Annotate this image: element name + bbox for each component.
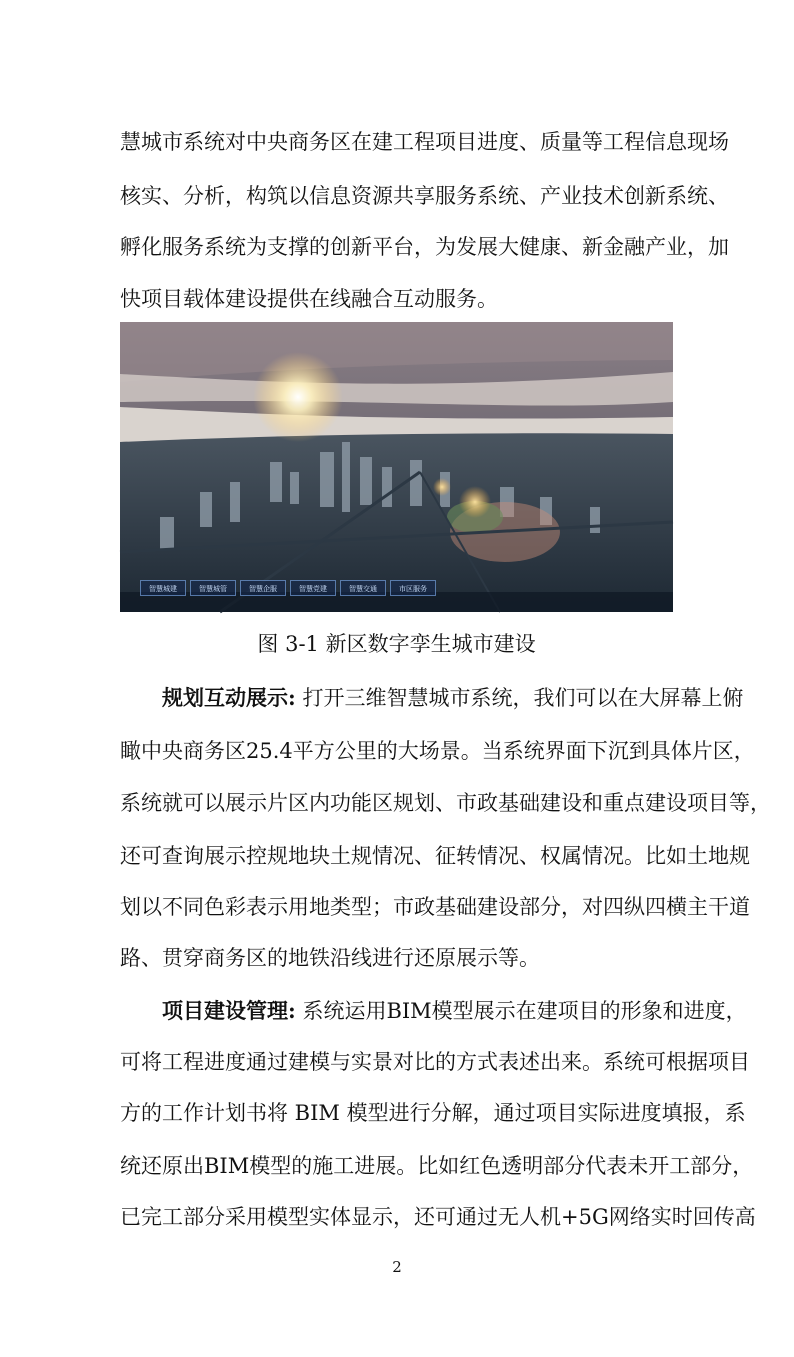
body-text-line: 方的工作计划书将 BIM 模型进行分解，通过项目实际进度填报，系: [120, 1101, 746, 1125]
figure-ui-tab: 智慧城管: [190, 580, 236, 596]
body-text-line: 孵化服务系统为支撑的创新平台，为发展大健康、新金融产业，加: [120, 235, 729, 259]
section-first-line: [162, 997, 747, 1025]
figure-ui-tab: 智慧企服: [240, 580, 286, 596]
page-number: 2: [392, 1258, 402, 1276]
body-text-line: 核实、分析，构筑以信息资源共享服务系统、产业技术创新系统、: [120, 184, 729, 208]
city-twin-figure: [120, 322, 673, 612]
figure-ui-tab: 市区服务: [390, 580, 436, 596]
body-text-line: 可将工程进度通过建模与实景对比的方式表述出来。系统可根据项目: [120, 1050, 750, 1074]
body-text-line: 统还原出BIM模型的施工进展。比如红色透明部分代表未开工部分，: [120, 1154, 754, 1178]
body-text-line: 还可查询展示控规地块土规情况、征转情况、权属情况。比如土地规: [120, 844, 750, 868]
body-text-line: 已完工部分采用模型实体显示，还可通过无人机+5G网络实时回传高: [120, 1205, 756, 1229]
body-text-line: 系统就可以展示片区内功能区规划、市政基础建设和重点建设项目等，: [120, 791, 771, 815]
section-text: 系统运用BIM模型展示在建项目的形象和进度，: [295, 999, 747, 1023]
body-text-line: 慧城市系统对中央商务区在建工程项目进度、质量等工程信息现场: [120, 130, 729, 154]
figure-caption: 图 3-1 新区数字孪生城市建设: [257, 632, 536, 656]
section-heading-planning: 规划互动展示:: [162, 685, 296, 710]
section-text: 打开三维智慧城市系统，我们可以在大屏幕上俯: [295, 686, 744, 710]
body-text-line: 路、贯穿商务区的地铁沿线进行还原展示等。: [120, 946, 540, 970]
figure-ui-tab: 智慧党建: [290, 580, 336, 596]
aerial-city-image: [120, 322, 673, 612]
figure-ui-tab: 智慧交通: [340, 580, 386, 596]
section-first-line: [162, 684, 744, 712]
body-text-line: 划以不同色彩表示用地类型；市政基础建设部分，对四纵四横主干道: [120, 895, 750, 919]
body-text-line: 瞰中央商务区25.4平方公里的大场景。当系统界面下沉到具体片区，: [120, 739, 755, 763]
body-text-line: 快项目载体建设提供在线融合互动服务。: [120, 287, 498, 311]
section-heading-project: 项目建设管理:: [162, 998, 296, 1023]
figure-ui-tab: 智慧城建: [140, 580, 186, 596]
